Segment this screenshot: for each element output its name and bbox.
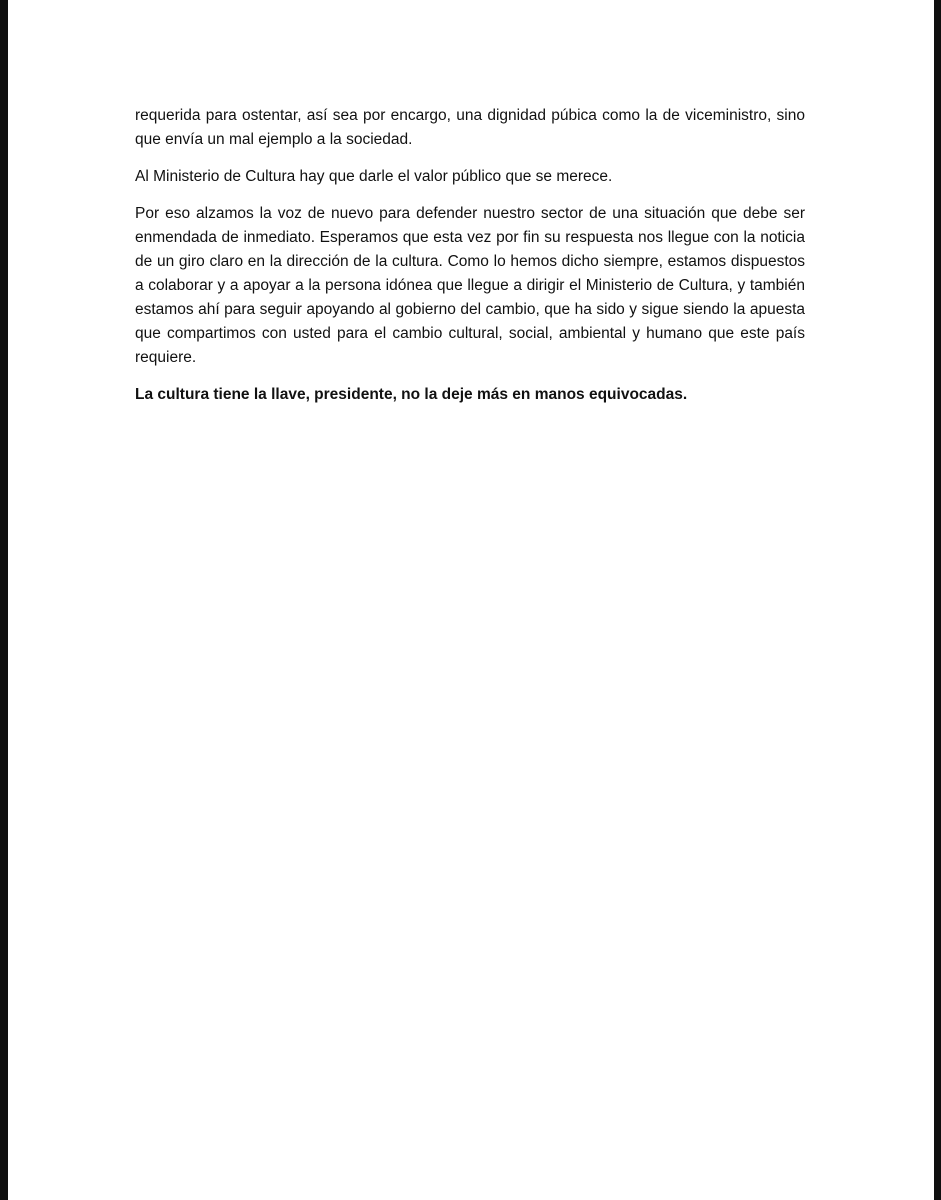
right-border xyxy=(934,0,941,1200)
left-border xyxy=(0,0,8,1200)
paragraph-2: Al Ministerio de Cultura hay que darle el valor público que se merece. xyxy=(135,168,613,185)
paragraph-3: Por eso alzamos la voz de nuevo para defender nuestro sector de una situación que debe ser enmendada de inmediato. Esperamos que esta vez por fin su respuesta nos llegue con la noticia de un giro claro en la dirección de la cultura. Como lo hemos dicho siempre, estamos dispuestos a colaborar y a apoyar a la persona idónea que llegue a dirigir el Ministerio de Cultura, y también estamos ahí para seguir apoyando al gobierno del cambio, que ha sido y sigue siendo la apuesta que compartimos con usted para el cambio cultural, social, ambiental y humano que este país requiere. xyxy=(135,205,805,366)
document-page xyxy=(8,0,934,1200)
closing-statement: La cultura tiene la llave, presidente, no la deje más en manos equivocadas. xyxy=(135,386,688,403)
paragraph-1: requerida para ostentar, así sea por encargo, una dignidad púbica como la de viceministro, sino que envía un mal ejemplo a la sociedad. xyxy=(135,107,805,148)
document-body xyxy=(135,104,805,420)
